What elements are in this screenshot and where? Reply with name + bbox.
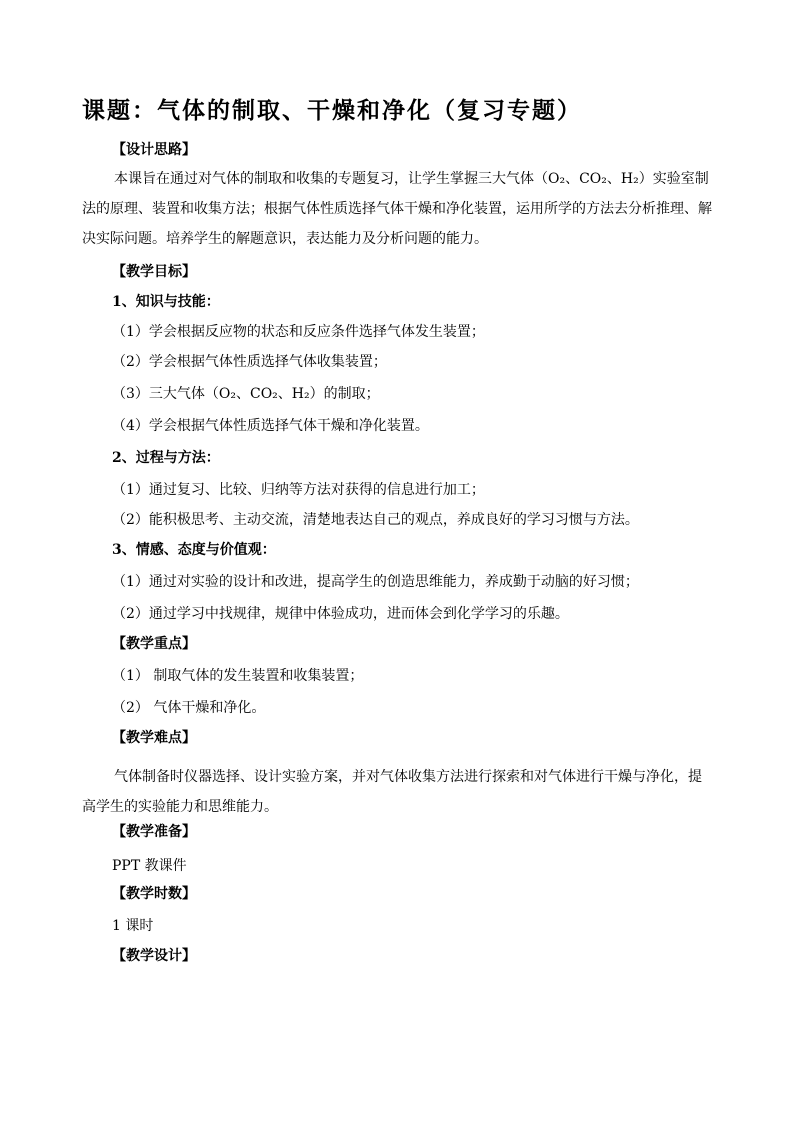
difficulties-heading: 【教学难点】: [112, 730, 196, 746]
hours-heading: 【教学时数】: [112, 886, 196, 902]
preparation-text: PPT 教课件: [112, 858, 187, 874]
goals-heading: 【教学目标】: [112, 264, 196, 280]
key-point-item: （2） 气体干燥和净化。: [112, 700, 266, 716]
preparation-heading: 【教学准备】: [112, 824, 196, 840]
knowledge-item: （3）三大气体（O₂、CO₂、H₂）的制取；: [112, 386, 380, 402]
difficulties-paragraph: 气体制备时仪器选择、设计实验方案，并对气体收集方法进行探索和对气体进行干燥与净化，提高学生的实验能力和思维能力。: [82, 769, 702, 815]
knowledge-item: （1）学会根据反应物的状态和反应条件选择气体发生装置；: [112, 324, 485, 340]
knowledge-item: （2）学会根据气体性质选择气体收集装置；: [112, 354, 387, 370]
hours-text: 1 课时: [112, 918, 154, 934]
page-title: 课题：气体的制取、干燥和净化（复习专题）: [82, 97, 582, 124]
process-item: （1）通过复习、比较、归纳等方法对获得的信息进行加工；: [112, 482, 485, 498]
knowledge-title: 1、知识与技能：: [112, 294, 220, 310]
design-idea-paragraph: 本课旨在通过对气体的制取和收集的专题复习，让学生掌握三大气体（O₂、CO₂、H₂）实验室制法的原理、装置和收集方法；根据气体性质选择气体干燥和净化装置，运用所学的方法去分析推理、解决实际问题。培养学生的解题意识，表达能力及分析问题的能力。: [82, 171, 712, 247]
design-idea-heading: 【设计思路】: [112, 142, 196, 158]
emotion-item: （2）通过学习中找规律，规律中体验成功，进而体会到化学学习的乐趣。: [112, 606, 569, 622]
teaching-design-heading: 【教学设计】: [112, 948, 196, 964]
process-item: （2）能积极思考、主动交流，清楚地表达自己的观点，养成良好的学习习惯与方法。: [112, 512, 639, 528]
emotion-title: 3、情感、态度与价值观：: [112, 542, 276, 558]
key-points-heading: 【教学重点】: [112, 636, 196, 652]
key-point-item: （1） 制取气体的发生装置和收集装置；: [112, 668, 364, 684]
emotion-item: （1）通过对实验的设计和改进，提高学生的创造思维能力，养成勤于动脑的好习惯；: [112, 574, 639, 590]
process-title: 2、过程与方法：: [112, 450, 220, 466]
knowledge-item: （4）学会根据气体性质选择气体干燥和净化装置。: [112, 418, 429, 434]
